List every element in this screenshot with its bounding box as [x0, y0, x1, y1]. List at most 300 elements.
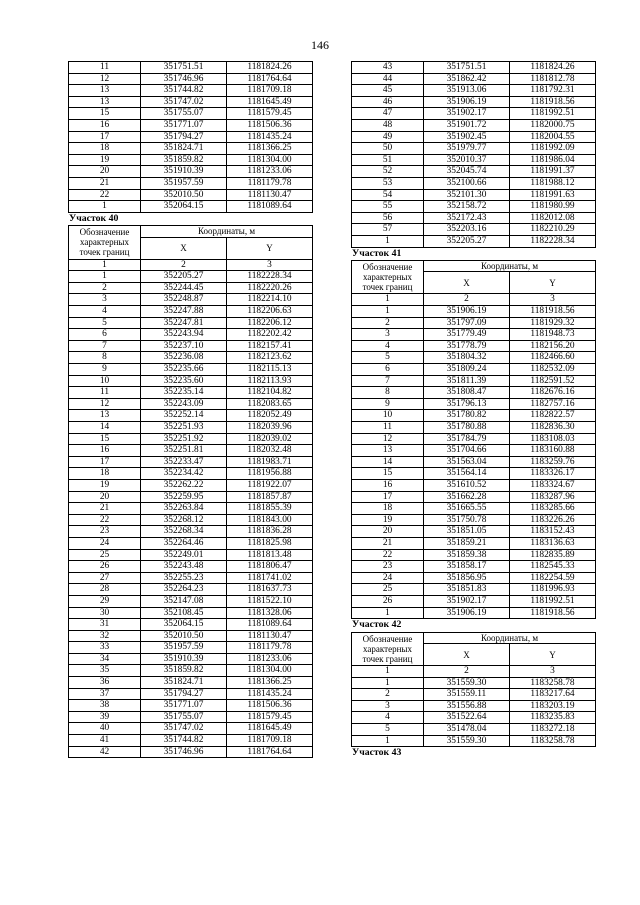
coordinates-header: Координаты, м [141, 226, 313, 238]
table-row [352, 712, 596, 724]
column-number-n2: 2 [424, 294, 510, 306]
y-coordinate-cell: 1181179.78 [227, 642, 313, 654]
x-coordinate-cell: 352251.92 [141, 433, 227, 445]
x-coordinate-cell: 352252.14 [141, 410, 227, 422]
x-coordinate-cell: 351478.04 [424, 724, 510, 736]
x-coordinate-cell: 352255.23 [141, 572, 227, 584]
table-row [69, 340, 313, 352]
table-row [69, 62, 313, 74]
x-coordinate-cell: 351784.79 [424, 433, 510, 445]
y-coordinate-cell: 1182083.65 [227, 398, 313, 410]
y-coordinate-cell: 1181637.73 [227, 584, 313, 596]
point-number-cell: 9 [352, 398, 424, 410]
point-number-cell: 12 [69, 398, 141, 410]
table-row [69, 352, 313, 364]
x-coordinate-cell: 351778.79 [424, 340, 510, 352]
x-coordinate-cell: 351913.06 [424, 85, 510, 97]
table-row [352, 456, 596, 468]
x-coordinate-cell: 352249.01 [141, 549, 227, 561]
x-coordinate-cell: 351858.17 [424, 561, 510, 573]
y-coordinate-cell: 1181304.00 [227, 665, 313, 677]
point-number-cell: 3 [69, 294, 141, 306]
x-coordinate-cell: 351851.05 [424, 526, 510, 538]
y-coordinate-cell: 1183152.43 [510, 526, 596, 538]
y-coordinate-cell: 1181824.26 [510, 62, 596, 74]
x-coordinate-cell: 352268.34 [141, 526, 227, 538]
y-coordinate-cell: 1181764.64 [227, 73, 313, 85]
x-coordinate-cell: 351751.51 [141, 62, 227, 74]
table-row [69, 364, 313, 376]
table-row [69, 398, 313, 410]
y-coordinate-cell: 1181506.36 [227, 119, 313, 131]
header-row-labels [352, 632, 596, 644]
table-row [352, 85, 596, 97]
point-number-cell: 2 [69, 282, 141, 294]
table-row [69, 375, 313, 387]
y-coordinate-cell: 1181948.73 [510, 329, 596, 341]
y-coordinate-cell: 1181813.48 [227, 549, 313, 561]
x-coordinate-cell: 352205.27 [424, 235, 510, 247]
table-row [69, 630, 313, 642]
y-coordinate-cell: 1181836.28 [227, 526, 313, 538]
table-row [352, 422, 596, 434]
table-row [352, 479, 596, 491]
x-coordinate-cell: 352259.95 [141, 491, 227, 503]
point-number-cell: 30 [69, 607, 141, 619]
x-coordinate-cell: 352045.74 [424, 166, 510, 178]
column-number-n1: 1 [352, 666, 424, 678]
table-row [352, 398, 596, 410]
x-coordinate-cell: 351804.32 [424, 352, 510, 364]
table-row [69, 154, 313, 166]
x-coordinate-cell: 352233.47 [141, 456, 227, 468]
x-coordinate-cell: 351746.96 [141, 746, 227, 758]
y-coordinate-cell: 1181233.06 [227, 166, 313, 178]
x-coordinate-cell: 352244.45 [141, 282, 227, 294]
table-row [69, 479, 313, 491]
x-coordinate-cell: 351662.28 [424, 491, 510, 503]
table-row [69, 73, 313, 85]
table-row [352, 677, 596, 689]
y-coordinate-cell: 1181089.64 [227, 201, 313, 213]
column-number-n1: 1 [352, 294, 424, 306]
x-coordinate-cell: 351610.52 [424, 479, 510, 491]
table-row [352, 584, 596, 596]
y-coordinate-cell: 1183203.19 [510, 700, 596, 712]
column-number-n1: 1 [69, 259, 141, 271]
y-coordinate-cell: 1181792.31 [510, 85, 596, 97]
point-number-cell: 13 [352, 445, 424, 457]
point-number-cell: 44 [352, 73, 424, 85]
y-coordinate-cell: 1182591.52 [510, 375, 596, 387]
table-row [69, 711, 313, 723]
y-coordinate-cell: 1182206.12 [227, 317, 313, 329]
y-coordinate-cell: 1183326.17 [510, 468, 596, 480]
x-coordinate-cell: 352203.16 [424, 224, 510, 236]
column-number-n3: 3 [227, 259, 313, 271]
point-number-cell: 10 [69, 375, 141, 387]
page-number: 146 [311, 38, 329, 52]
point-number-cell: 4 [352, 340, 424, 352]
x-coordinate-cell: 352064.15 [141, 201, 227, 213]
point-number-cell: 12 [69, 73, 141, 85]
point-number-cell: 8 [69, 352, 141, 364]
x-coordinate-cell: 352010.37 [424, 154, 510, 166]
y-header: Y [227, 237, 313, 259]
point-number-cell: 24 [69, 537, 141, 549]
y-coordinate-cell: 1182228.34 [510, 235, 596, 247]
header-row-labels [69, 226, 313, 238]
point-number-cell: 50 [352, 143, 424, 155]
y-coordinate-cell: 1181741.02 [227, 572, 313, 584]
point-number-cell: 25 [69, 549, 141, 561]
x-coordinate-cell: 351808.47 [424, 387, 510, 399]
x-coordinate-cell: 351744.82 [141, 85, 227, 97]
x-coordinate-cell: 352264.23 [141, 584, 227, 596]
y-coordinate-cell: 1181645.49 [227, 96, 313, 108]
x-coordinate-cell: 351559.11 [424, 689, 510, 701]
y-coordinate-cell: 1182104.82 [227, 387, 313, 399]
y-coordinate-cell: 1181922.07 [227, 479, 313, 491]
y-coordinate-cell: 1182210.29 [510, 224, 596, 236]
point-number-cell: 16 [69, 119, 141, 131]
table-row [69, 653, 313, 665]
table-row [69, 688, 313, 700]
x-coordinate-cell: 352010.50 [141, 630, 227, 642]
x-coordinate-cell: 351794.27 [141, 131, 227, 143]
x-coordinate-cell: 351859.82 [141, 665, 227, 677]
y-coordinate-cell: 1182835.89 [510, 549, 596, 561]
y-coordinate-cell: 1182052.49 [227, 410, 313, 422]
x-coordinate-cell: 351851.83 [424, 584, 510, 596]
table-row [352, 468, 596, 480]
y-coordinate-cell: 1182254.59 [510, 572, 596, 584]
table-row [69, 329, 313, 341]
y-coordinate-cell: 1182113.93 [227, 375, 313, 387]
x-coordinate-cell: 352236.08 [141, 352, 227, 364]
y-coordinate-cell: 1181579.45 [227, 711, 313, 723]
x-header: X [424, 272, 510, 294]
x-coordinate-cell: 352147.08 [141, 595, 227, 607]
table-row [69, 177, 313, 189]
x-coordinate-cell: 351901.72 [424, 119, 510, 131]
x-coordinate-cell: 352268.12 [141, 514, 227, 526]
point-number-cell: 41 [69, 735, 141, 747]
y-coordinate-cell: 1183287.96 [510, 491, 596, 503]
column-number-n2: 2 [424, 666, 510, 678]
x-coordinate-cell: 351859.82 [141, 154, 227, 166]
y-coordinate-cell: 1182757.16 [510, 398, 596, 410]
point-number-cell: 1 [352, 607, 424, 619]
point-number-cell: 3 [352, 329, 424, 341]
x-coordinate-cell: 352251.93 [141, 422, 227, 434]
point-number-cell: 7 [352, 375, 424, 387]
x-coordinate-cell: 351665.55 [424, 503, 510, 515]
x-coordinate-cell: 351755.07 [141, 108, 227, 120]
x-coordinate-cell: 352248.87 [141, 294, 227, 306]
x-coordinate-cell: 352235.66 [141, 364, 227, 376]
x-coordinate-cell: 351747.02 [141, 723, 227, 735]
x-coordinate-cell: 351751.51 [424, 62, 510, 74]
y-coordinate-cell: 1182039.02 [227, 433, 313, 445]
y-coordinate-cell: 1181986.04 [510, 154, 596, 166]
table-row [352, 329, 596, 341]
table-row [69, 595, 313, 607]
table-row [69, 166, 313, 178]
header-row-labels [352, 260, 596, 272]
table-row [69, 619, 313, 631]
table-row [69, 201, 313, 213]
table-row [352, 177, 596, 189]
x-coordinate-cell: 351906.19 [424, 96, 510, 108]
point-number-cell: 57 [352, 224, 424, 236]
y-coordinate-cell: 1182157.41 [227, 340, 313, 352]
x-coordinate-cell: 352235.60 [141, 375, 227, 387]
x-coordinate-cell: 352262.22 [141, 479, 227, 491]
x-coordinate-cell: 351859.38 [424, 549, 510, 561]
table-row [69, 108, 313, 120]
table-row [352, 306, 596, 318]
table-row [352, 119, 596, 131]
section-title-42: Участок 42 [352, 619, 402, 631]
point-number-cell: 1 [352, 306, 424, 318]
table-row [69, 514, 313, 526]
table-row [352, 607, 596, 619]
x-coordinate-cell: 351906.19 [424, 607, 510, 619]
x-coordinate-cell: 351746.96 [141, 73, 227, 85]
point-number-cell: 43 [352, 62, 424, 74]
x-coordinate-cell: 351957.59 [141, 177, 227, 189]
table-row [69, 143, 313, 155]
y-coordinate-cell: 1181918.56 [510, 607, 596, 619]
section-title-43: Участок 43 [352, 747, 402, 759]
table-row [69, 665, 313, 677]
table-row [69, 96, 313, 108]
coordinates-header: Координаты, м [424, 632, 596, 644]
y-coordinate-cell: 1181435.24 [227, 131, 313, 143]
y-coordinate-cell: 1182012.08 [510, 212, 596, 224]
x-coordinate-cell: 351862.42 [424, 73, 510, 85]
x-coordinate-cell: 351780.88 [424, 422, 510, 434]
y-coordinate-cell: 1181918.56 [510, 96, 596, 108]
x-coordinate-cell: 351906.19 [424, 306, 510, 318]
table-row [352, 410, 596, 422]
table-row [69, 294, 313, 306]
x-coordinate-cell: 352101.30 [424, 189, 510, 201]
table-row [352, 491, 596, 503]
y-coordinate-cell: 1183160.88 [510, 445, 596, 457]
table-row [69, 282, 313, 294]
table-row [69, 131, 313, 143]
point-number-cell: 36 [69, 677, 141, 689]
y-coordinate-cell: 1181522.10 [227, 595, 313, 607]
point-designation-header: Обозначение характерных точек границ [352, 260, 424, 294]
table-row [352, 201, 596, 213]
point-number-cell: 19 [69, 154, 141, 166]
table-row [352, 340, 596, 352]
x-coordinate-cell: 351780.82 [424, 410, 510, 422]
point-number-cell: 42 [69, 746, 141, 758]
table-row [69, 642, 313, 654]
table-row [69, 537, 313, 549]
table-row [352, 572, 596, 584]
y-coordinate-cell: 1182228.34 [227, 271, 313, 283]
table-row [352, 387, 596, 399]
point-number-cell: 27 [69, 572, 141, 584]
point-number-cell: 15 [352, 468, 424, 480]
table-row [69, 526, 313, 538]
point-number-cell: 19 [69, 479, 141, 491]
point-number-cell: 38 [69, 700, 141, 712]
point-number-cell: 56 [352, 212, 424, 224]
header-row-numbers [352, 294, 596, 306]
x-coordinate-cell: 351522.64 [424, 712, 510, 724]
table-row [352, 724, 596, 736]
y-coordinate-cell: 1181825.98 [227, 537, 313, 549]
x-coordinate-cell: 352205.27 [141, 271, 227, 283]
point-number-cell: 34 [69, 653, 141, 665]
point-number-cell: 40 [69, 723, 141, 735]
x-coordinate-cell: 351809.24 [424, 364, 510, 376]
y-coordinate-cell: 1181233.06 [227, 653, 313, 665]
table-row [352, 561, 596, 573]
x-coordinate-cell: 352251.81 [141, 445, 227, 457]
point-number-cell: 21 [69, 503, 141, 515]
x-coordinate-cell: 351910.39 [141, 166, 227, 178]
point-number-cell: 16 [69, 445, 141, 457]
point-number-cell: 2 [352, 317, 424, 329]
point-number-cell: 5 [352, 724, 424, 736]
table-row [69, 85, 313, 97]
y-coordinate-cell: 1182836.30 [510, 422, 596, 434]
x-coordinate-cell: 352158.72 [424, 201, 510, 213]
point-number-cell: 47 [352, 108, 424, 120]
point-number-cell: 15 [69, 108, 141, 120]
y-coordinate-cell: 1182676.16 [510, 387, 596, 399]
x-coordinate-cell: 351957.59 [141, 642, 227, 654]
point-number-cell: 22 [352, 549, 424, 561]
point-number-cell: 32 [69, 630, 141, 642]
x-coordinate-cell: 352010.50 [141, 189, 227, 201]
y-coordinate-cell: 1182220.26 [227, 282, 313, 294]
point-number-cell: 6 [352, 364, 424, 376]
column-number-n3: 3 [510, 666, 596, 678]
point-number-cell: 13 [69, 410, 141, 422]
x-coordinate-cell: 351797.09 [424, 317, 510, 329]
point-number-cell: 37 [69, 688, 141, 700]
x-header: X [141, 237, 227, 259]
y-coordinate-cell: 1181929.32 [510, 317, 596, 329]
table-row [69, 572, 313, 584]
point-number-cell: 5 [352, 352, 424, 364]
point-number-cell: 5 [69, 317, 141, 329]
y-coordinate-cell: 1181328.06 [227, 607, 313, 619]
x-coordinate-cell: 352237.10 [141, 340, 227, 352]
table-row [352, 317, 596, 329]
y-coordinate-cell: 1181435.24 [227, 688, 313, 700]
x-coordinate-cell: 351771.07 [141, 700, 227, 712]
x-coordinate-cell: 352235.14 [141, 387, 227, 399]
x-coordinate-cell: 351559.30 [424, 677, 510, 689]
table-row [69, 723, 313, 735]
y-coordinate-cell: 1181980.99 [510, 201, 596, 213]
point-designation-header: Обозначение характерных точек границ [352, 632, 424, 666]
point-number-cell: 21 [69, 177, 141, 189]
point-number-cell: 23 [69, 526, 141, 538]
y-coordinate-cell: 1182206.63 [227, 306, 313, 318]
y-header: Y [510, 272, 596, 294]
table-row [352, 212, 596, 224]
point-designation-header: Обозначение характерных точек границ [69, 226, 141, 260]
point-number-cell: 1 [352, 235, 424, 247]
table-row [352, 526, 596, 538]
point-number-cell: 17 [352, 491, 424, 503]
column-number-n2: 2 [141, 259, 227, 271]
point-number-cell: 1 [69, 201, 141, 213]
x-coordinate-cell: 352243.48 [141, 561, 227, 573]
y-coordinate-cell: 1183259.76 [510, 456, 596, 468]
y-coordinate-cell: 1181130.47 [227, 630, 313, 642]
table-row [69, 119, 313, 131]
x-coordinate-cell: 351771.07 [141, 119, 227, 131]
y-coordinate-cell: 1182532.09 [510, 364, 596, 376]
table-row [352, 73, 596, 85]
section-title-40: Участок 40 [69, 212, 119, 224]
y-coordinate-cell: 1181579.45 [227, 108, 313, 120]
y-coordinate-cell: 1181812.78 [510, 73, 596, 85]
point-number-cell: 53 [352, 177, 424, 189]
y-coordinate-cell: 1183108.03 [510, 433, 596, 445]
coordinates-table-continuation-left [68, 61, 313, 213]
section-title-41: Участок 41 [352, 247, 402, 259]
point-number-cell: 13 [69, 85, 141, 97]
x-coordinate-cell: 351824.71 [141, 677, 227, 689]
y-coordinate-cell: 1181992.51 [510, 595, 596, 607]
table-row [69, 317, 313, 329]
x-coordinate-cell: 351902.17 [424, 108, 510, 120]
y-coordinate-cell: 1183272.18 [510, 724, 596, 736]
y-coordinate-cell: 1182123.62 [227, 352, 313, 364]
table-row [69, 584, 313, 596]
coordinates-table-section-42 [351, 632, 596, 748]
y-coordinate-cell: 1181130.47 [227, 189, 313, 201]
point-number-cell: 45 [352, 85, 424, 97]
point-number-cell: 55 [352, 201, 424, 213]
x-coordinate-cell: 351779.49 [424, 329, 510, 341]
x-coordinate-cell: 351556.88 [424, 700, 510, 712]
point-number-cell: 35 [69, 665, 141, 677]
y-coordinate-cell: 1181855.39 [227, 503, 313, 515]
point-number-cell: 54 [352, 189, 424, 201]
y-coordinate-cell: 1181366.25 [227, 143, 313, 155]
table-row [69, 456, 313, 468]
x-coordinate-cell: 351902.45 [424, 131, 510, 143]
header-row-numbers [69, 259, 313, 271]
y-coordinate-cell: 1181506.36 [227, 700, 313, 712]
table-row [69, 410, 313, 422]
y-coordinate-cell: 1182039.96 [227, 422, 313, 434]
x-coordinate-cell: 352234.42 [141, 468, 227, 480]
point-number-cell: 23 [352, 561, 424, 573]
x-coordinate-cell: 351794.27 [141, 688, 227, 700]
x-coordinate-cell: 351824.71 [141, 143, 227, 155]
x-coordinate-cell: 351755.07 [141, 711, 227, 723]
y-coordinate-cell: 1181991.37 [510, 166, 596, 178]
x-coordinate-cell: 352243.94 [141, 329, 227, 341]
table-row [352, 433, 596, 445]
y-coordinate-cell: 1181983.71 [227, 456, 313, 468]
x-header: X [424, 644, 510, 666]
